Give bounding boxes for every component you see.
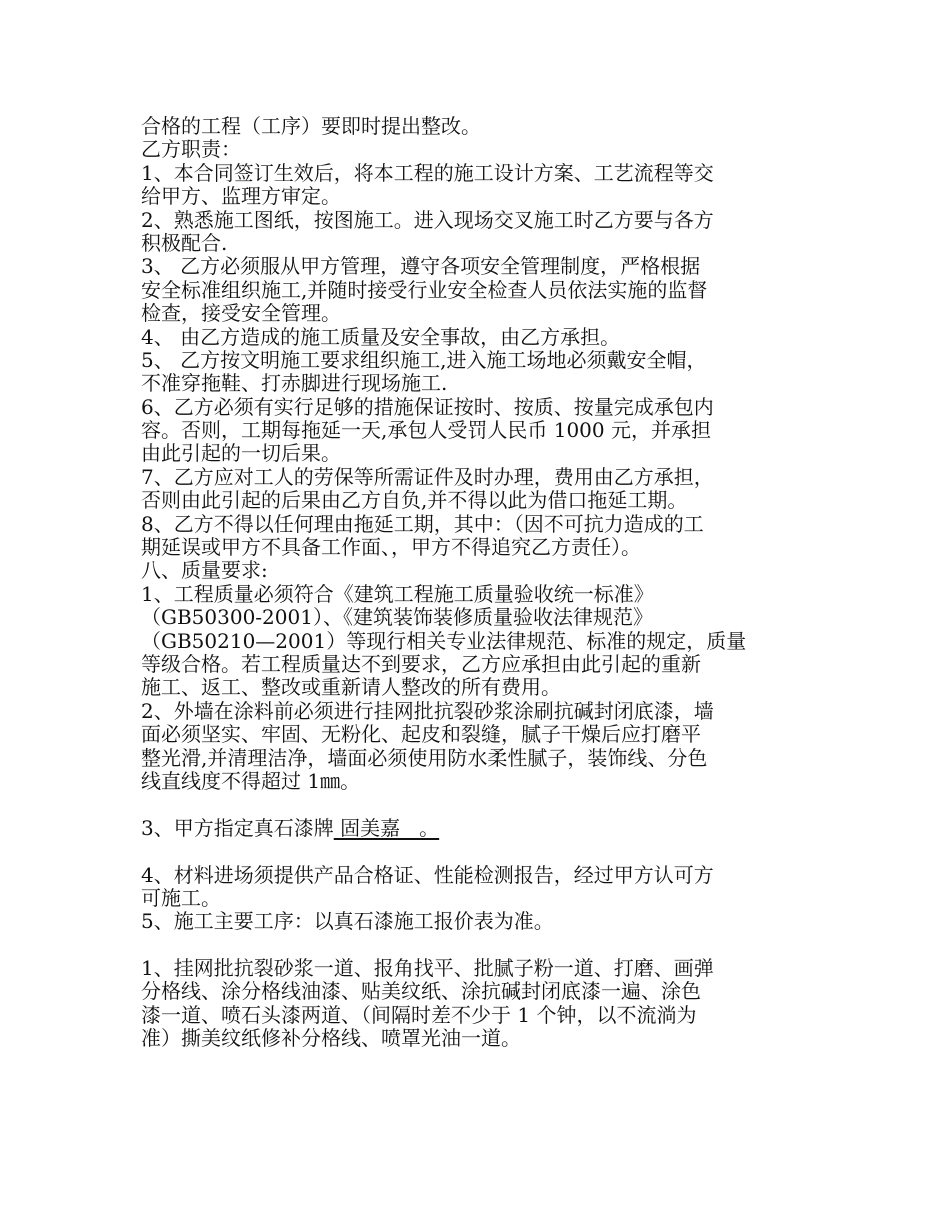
text-line: 检查，接受安全管理。 bbox=[141, 301, 341, 326]
text-line: 6、乙方必须有实行足够的措施保证按时、按质、按量完成承包内 bbox=[141, 394, 714, 419]
text-line: 由此引起的一切后果。 bbox=[141, 441, 341, 466]
text-line: 1、挂网批抗裂砂浆一道、报角找平、批腻子粉一道、打磨、画弹 bbox=[141, 956, 714, 981]
text-line: 1、工程质量必须符合《建筑工程施工质量验收统一标准》 bbox=[141, 581, 654, 606]
text-line: 整光滑,并清理洁净，墙面必须使用防水柔性腻子，装饰线、分色 bbox=[141, 745, 708, 770]
text-line: 给甲方、监理方审定。 bbox=[141, 184, 341, 209]
text-line: 3、 乙方必须服从甲方管理，遵守各项安全管理制度，严格根据 bbox=[141, 254, 701, 279]
text-line: 施工、返工、整改或重新请人整改的所有费用。 bbox=[141, 675, 561, 700]
text-line: 安全标准组织施工,并随时接受行业安全检查人员依法实施的监督 bbox=[141, 277, 708, 302]
text-line: 8、乙方不得以任何理由拖延工期，其中：（因不可抗力造成的工 bbox=[141, 511, 704, 536]
text-line: 不准穿拖鞋、打赤脚进行现场施工. bbox=[141, 371, 448, 396]
brand-fill-in: 固美嘉 。 bbox=[333, 815, 440, 840]
blank-line bbox=[141, 934, 809, 957]
text-line: 2、熟悉施工图纸，按图施工。进入现场交叉施工时乙方要与各方 bbox=[141, 207, 714, 232]
text-line: 4、材料进场须提供产品合格证、性能检测报告，经过甲方认可方 bbox=[141, 862, 714, 887]
text-line: 漆一道、喷石头漆两道、（间隔时差不少于 1 个钟，以不流淌为 bbox=[141, 1002, 697, 1027]
text-block-1 bbox=[141, 115, 809, 793]
text-line: （GB50300-2001）、《建筑装饰装修质量验收法律规范》 bbox=[141, 605, 653, 630]
text-line: 积极配合. bbox=[141, 230, 228, 255]
text-line: 等级合格。若工程质量达不到要求，乙方应承担由此引起的重新 bbox=[141, 651, 701, 676]
text-line: 5、 乙方按文明施工要求组织施工,进入施工场地必须戴安全帽， bbox=[141, 347, 707, 372]
text-line: 线直线度不得超过 1㎜。 bbox=[141, 768, 361, 793]
blank-line bbox=[141, 793, 809, 816]
text-line: 期延误或甲方不具备工作面、，甲方不得追究乙方责任）。 bbox=[141, 535, 641, 560]
brand-line-prefix: 3、甲方指定真石漆牌 bbox=[141, 815, 334, 840]
section-heading-party-b: 乙方职责： bbox=[141, 137, 241, 162]
text-line: 合格的工程（工序）要即时提出整改。 bbox=[141, 114, 481, 138]
document-page bbox=[141, 115, 809, 1051]
text-line: 可施工。 bbox=[141, 885, 221, 910]
text-line: 5、施工主要工序：以真石漆施工报价表为准。 bbox=[141, 909, 554, 934]
text-line: 分格线、涂分格线油漆、贴美纹纸、涂抗碱封闭底漆一遍、涂色 bbox=[141, 979, 701, 1004]
text-line: 4、 由乙方造成的施工质量及安全事故，由乙方承担。 bbox=[141, 324, 621, 349]
text-block-3 bbox=[141, 957, 809, 1051]
section-heading-quality: 八、质量要求: bbox=[141, 558, 268, 583]
text-line: 面必须坚实、牢固、无粉化、起皮和裂缝，腻子干燥后应打磨平 bbox=[141, 722, 701, 747]
text-line: （GB50210—2001）等现行相关专业法律规范、标准的规定，质量 bbox=[141, 628, 747, 653]
text-line: 2、外墙在涂料前必须进行挂网批抗裂砂浆涂刷抗碱封闭底漆，墙 bbox=[141, 698, 714, 723]
text-line: 容。否则，工期每拖延一天,承包人受罚人民币 1000 元，并承担 bbox=[141, 418, 711, 443]
blank-line bbox=[141, 840, 809, 863]
text-line: 准）撕美纹纸修补分格线、喷罩光油一道。 bbox=[141, 1026, 521, 1051]
text-line: 1、本合同签订生效后，将本工程的施工设计方案、工艺流程等交 bbox=[141, 160, 714, 185]
text-line: 否则由此引起的后果由乙方自负,并不得以此为借口拖延工期。 bbox=[141, 488, 688, 513]
text-block-2 bbox=[141, 864, 809, 934]
brand-line bbox=[141, 817, 809, 840]
text-line: 7、乙方应对工人的劳保等所需证件及时办理，费用由乙方承担， bbox=[141, 464, 714, 489]
